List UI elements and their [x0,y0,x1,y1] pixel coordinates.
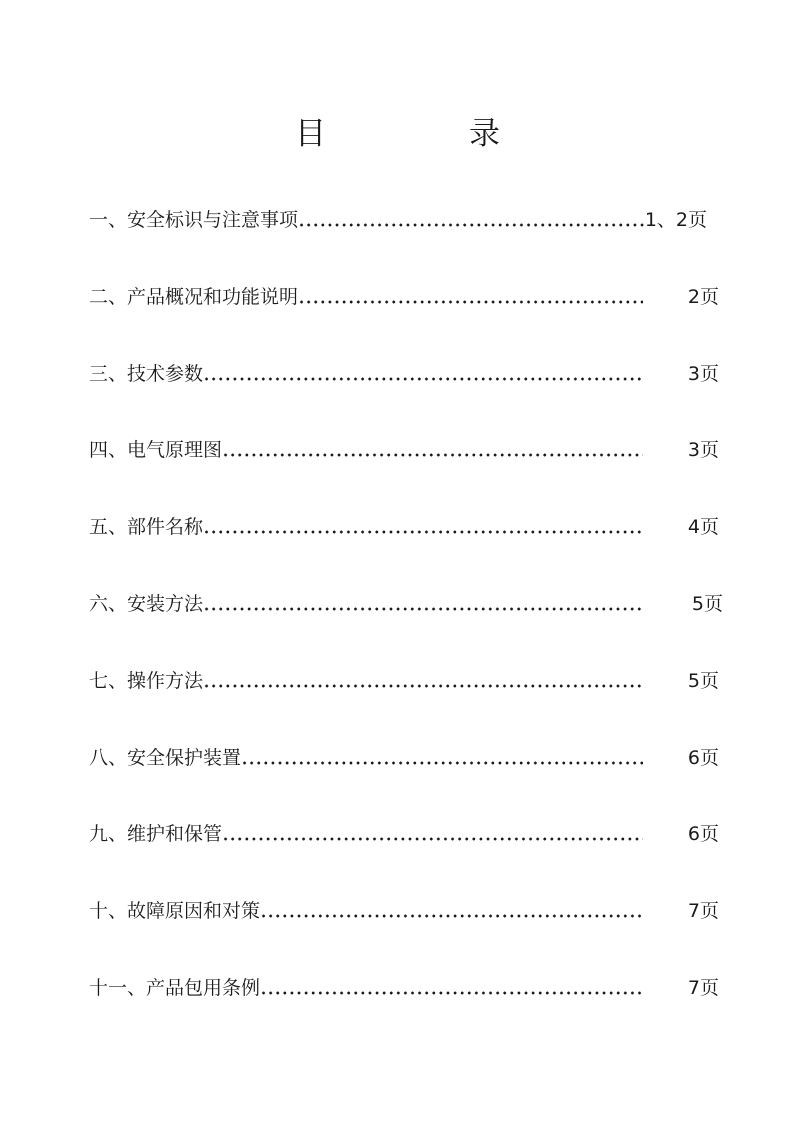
toc-entry-label: 三、技术参数 [89,362,204,385]
toc-entry-page: 3页 [687,439,719,462]
toc-entry[interactable] [89,737,719,814]
toc-entry-page: 7页 [687,976,719,999]
toc-leader-dots [203,583,643,625]
toc-entry-page: 4页 [687,516,719,539]
toc-entry[interactable] [89,353,719,430]
page-title [0,112,794,156]
toc-leader-dots [203,506,643,548]
toc-entry[interactable] [89,890,719,967]
toc-entry-label: 四、电气原理图 [89,439,223,462]
toc-entry-page: 7页 [687,900,719,923]
toc-entry-label: 一、安全标识与注意事项 [89,209,299,231]
toc-entry[interactable] [89,506,719,583]
toc-entry-page: 1、2页 [644,209,707,231]
table-of-contents [89,199,723,1044]
toc-leader-dots [222,429,643,471]
toc-leader-dots [260,890,643,932]
toc-entry-page: 6页 [687,823,719,846]
toc-leader-dots [203,660,643,702]
toc-entry-label: 八、安全保护装置 [89,746,242,769]
toc-leader-dots [222,813,643,855]
toc-entry[interactable] [89,199,719,276]
toc-entry[interactable] [89,967,719,1044]
toc-leader-dots [241,737,643,779]
toc-entry[interactable] [89,583,723,660]
toc-leader-dots [203,353,643,395]
toc-entry[interactable] [89,660,719,737]
toc-entry[interactable] [89,429,719,506]
toc-entry-label: 二、产品概况和功能说明 [89,285,299,308]
toc-entry[interactable] [89,276,719,353]
title-char-2: 录 [469,116,500,152]
toc-entry-page: 5页 [691,592,723,615]
toc-entry-label: 十、故障原因和对策 [89,900,261,923]
toc-leader-dots [260,967,643,1009]
toc-leader-dots [298,276,643,318]
toc-entry-label: 九、维护和保管 [89,823,223,846]
toc-entry-page: 3页 [687,362,719,385]
toc-entry-page: 6页 [687,746,719,769]
toc-entry-label: 六、安装方法 [89,592,204,615]
toc-entry-page: 5页 [687,669,719,692]
toc-entry-label: 五、部件名称 [89,516,204,539]
toc-entry[interactable] [89,813,719,890]
toc-entry-page: 2页 [687,285,719,308]
toc-leader-dots [298,199,645,241]
toc-entry-label: 七、操作方法 [89,669,204,692]
toc-entry-label: 十一、产品包用条例 [89,976,261,999]
title-char-1: 目 [295,116,326,152]
